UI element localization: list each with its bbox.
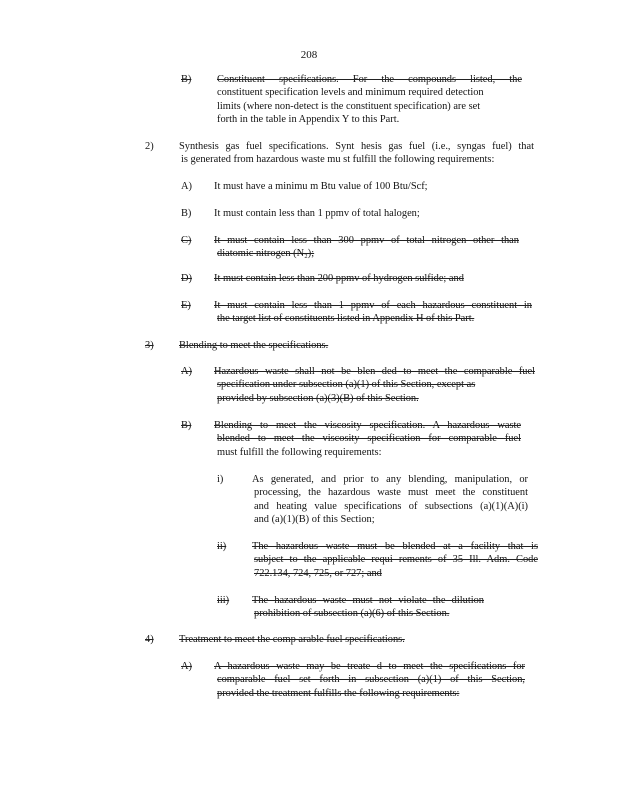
item-text-line: must fulfill the following requirements: [217,446,382,458]
item-text-line: Hazardous waste shall not be blen ded to meet the comparable fuel [214,366,535,377]
item-label: B) [181,420,192,431]
item-text-line: blended to meet the viscosity specification for comparable fuel [217,433,521,445]
item-text-line: It must contain less than 200 ppmv of hydrogen sulfide; and [214,273,464,284]
item-text-line: limits (where non-detect is the constituent specification) are set [217,100,481,112]
item-text-line: and heating value specifications of subsections (a)(1)(A)(i) [254,500,528,512]
item-label: i) [217,474,224,485]
item-text-line: constituent specification levels and minimum required detection [217,87,484,99]
item-text-line: processing, the hazardous waste must meet the constituent [254,487,528,499]
item-text-line: It must contain less than 300 ppmv of total nitrogen other than [214,235,519,246]
item-label: ii) [217,541,227,552]
page-number: 208 [300,49,318,61]
item-text-line: provided by subsection (a)(3)(B) of this Section. [217,392,419,404]
item-text-line: provided the treatment fulfills the following requirements: [217,687,460,699]
item-text-line: prohibition of subsection (a)(6) of this Section. [254,608,450,620]
item-text-line: The hazardous waste must not violate the dilution [252,595,484,606]
item-text-line: diatomic nitrogen (N₂); [217,248,315,260]
item-text-line: Blending to meet the specifications. [179,340,329,351]
item-text-line: is generated from hazardous waste mu st fulfill the following requirements: [181,154,495,166]
item-text-line: As generated, and prior to any blending, manipulation, or [252,474,528,485]
item-text-line: Treatment to meet the comp arable fuel specifications. [179,634,405,645]
item-label: A) [181,181,192,192]
item-text-line: It must contain less than 1 ppmv of each hazardous constituent in [214,300,532,311]
item-text-line: Blending to meet the viscosity specification. A hazardous waste [214,420,521,431]
item-label: B) [181,208,192,219]
item-text-line: 722.134, 724, 725, or 727; and [254,567,382,579]
item-label: A) [181,366,192,377]
item-text-line: Synthesis gas fuel specifications. Synt hesis gas fuel (i.e., syngas fuel) that [179,141,534,152]
item-label: C) [181,235,192,246]
item-label: E) [181,300,191,311]
item-text-line: It must have a minimu m Btu value of 100 Btu/Scf; [214,181,428,192]
item-label: 4) [145,634,154,645]
item-text-line: forth in the table in Appendix Y to this Part. [217,114,400,126]
item-label: 2) [145,141,154,152]
item-label: B) [181,74,192,85]
item-label: 3) [145,340,154,351]
item-text-line: A hazardous waste may be treate d to meet the specifications for [214,661,525,672]
item-text-line: and (a)(1)(B) of this Section; [254,514,375,526]
item-text-line: Constituent specifications. For the compounds listed, the [217,74,522,85]
item-text-line: the target list of constituents listed in Appendix H of this Part. [217,313,475,325]
item-text-line: subject to the applicable requi rements of 35 Ill. Adm. Code [254,554,538,566]
item-text-line: specification under subsection (a)(1) of this Section, except as [217,379,476,391]
item-label: D) [181,273,192,284]
item-text-line: comparable fuel set forth in subsection (a)(1) of this Section, [217,674,525,686]
item-text-line: The hazardous waste must be blended at a facility that is [252,541,538,552]
item-label: iii) [217,595,230,606]
item-text-line: It must contain less than 1 ppmv of total halogen; [214,208,420,219]
item-label: A) [181,661,192,672]
